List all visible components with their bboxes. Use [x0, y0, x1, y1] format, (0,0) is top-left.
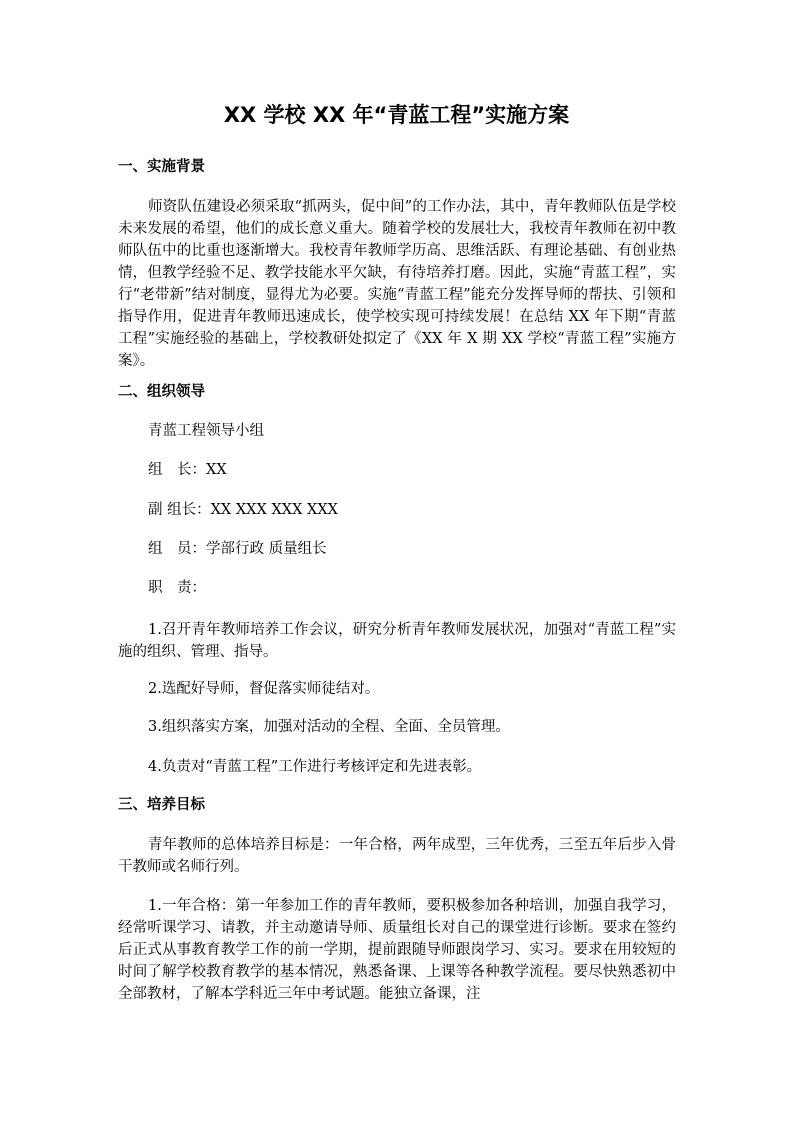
leadership-group-label: 青蓝工程领导小组 — [148, 423, 264, 439]
goals-paragraph: 青年教师的总体培养目标是：一年合格，两年成型，三年优秀，三至五年后步入骨干教师或名师行列。 — [118, 837, 676, 875]
background-paragraph: 师资队伍建设必须采取“抓两头，促中间”的工作办法，其中，青年教师队伍是学校未来发展的希望，他们的成长意义重大。随着学校的发展壮大，我校青年教师在初中教师队伍中的比重也逐渐增大。我校青年教师学历高、思维活跃、有理论基础、有创业热情，但教学经验不足、教学技能水平欠缺，有待培养打磨。因此，实施“青蓝工程”，实行“老带新”结对制度，显得尤为必要。实施“青蓝工程”能充分发挥导师的帮扶、引领和指导作用，促进青年教师迅速成长，使学校实现可持续发展！在总结 XX 年下期“青蓝工程”实施经验的基础上，学校教研处拟定了《XX 年 X 期 XX 学校“青蓝工程”实施方案》。 — [118, 199, 676, 369]
section-heading-organization: 二、组织领导 — [118, 384, 205, 400]
section-heading-background: 一、实施背景 — [118, 159, 205, 175]
duty-item: 2.选配好导师，督促落实师徒结对。 — [148, 681, 380, 697]
section-heading-goals: 三、培养目标 — [118, 797, 205, 813]
duty-item: 1.召开青年教师培养工作会议，研究分析青年教师发展状况，加强对“青蓝工程”实施的组织、管理、指导。 — [118, 622, 676, 660]
first-year-paragraph: 1.一年合格：第一年参加工作的青年教师，要积极参加各种培训，加强自我学习，经常听课学习、请教，并主动邀请导师、质量组长对自己的课堂进行诊断。要求在签约后正式从事教育教学工作的前一学期，提前跟随导师跟岗学习、实习。要求在用较短的时间了解学校教育教学的基本情况，熟悉备课、上课等各种教学流程。要尽快熟悉初中全部教材，了解本学科近三年中考试题。能独立备课，注 — [118, 898, 676, 1002]
duty-item: 4.负责对“青蓝工程”工作进行考核评定和先进表彰。 — [148, 759, 482, 775]
document-title: XX 学校 XX 年“青蓝工程”实施方案 — [223, 103, 570, 127]
duty-item: 3.组织落实方案，加强对活动的全程、全面、全员管理。 — [148, 719, 510, 735]
leader-line: 组 长：XX — [148, 462, 227, 478]
vice-leader-line: 副 组长：XX XXX XXX XXX — [148, 502, 338, 518]
members-line: 组 员：学部行政 质量组长 — [148, 541, 327, 557]
duties-label: 职 责： — [148, 580, 206, 596]
